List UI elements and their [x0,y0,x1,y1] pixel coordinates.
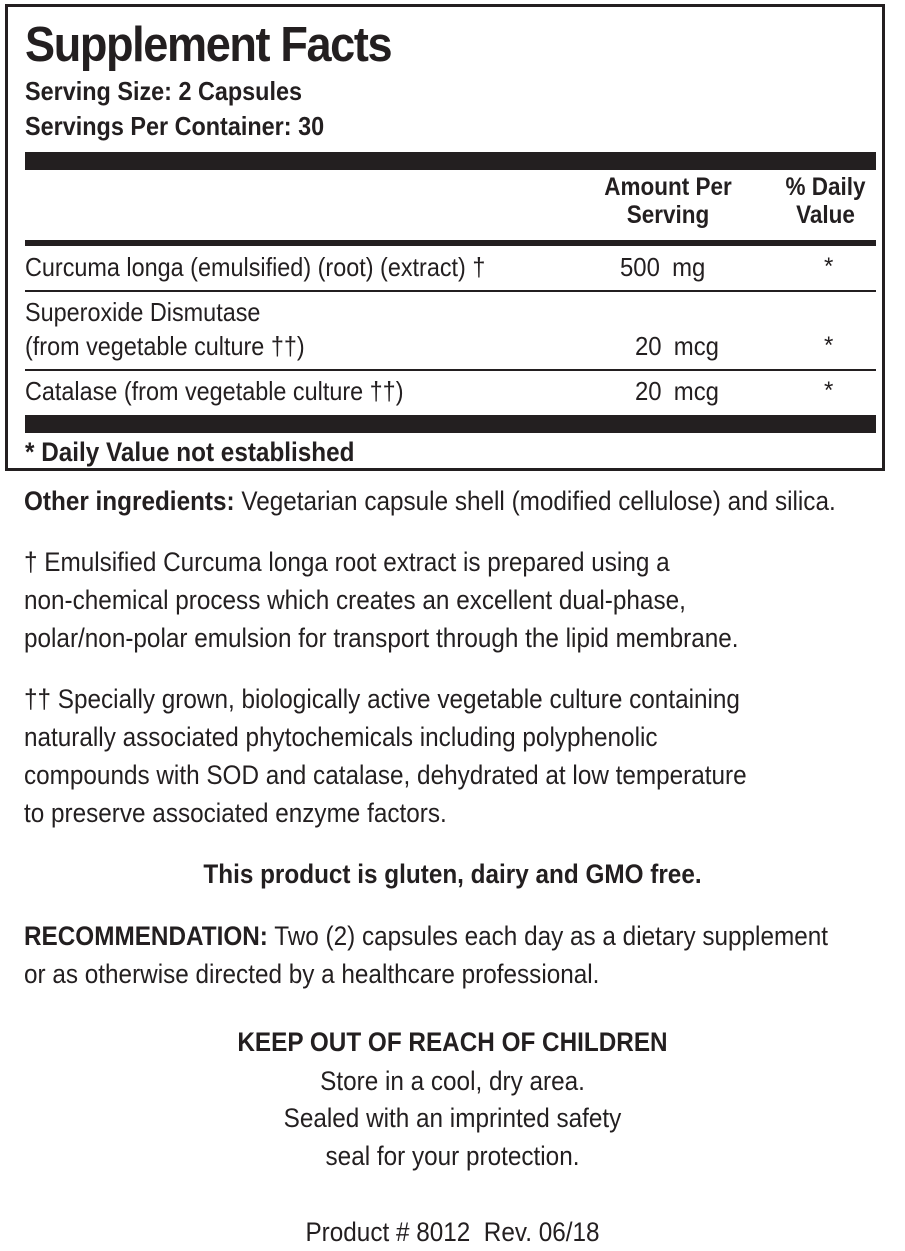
daily-value-header: % Daily Value [785,173,866,229]
ingredient-daily-value: * [824,253,834,280]
row-rule [25,369,876,371]
ingredient-name: Superoxide Dismutase (from vegetable culture ††) [25,297,305,361]
footnote-vegetable-culture: †† Specially grown, biologically active vegetable culture containing naturally associated phytochemicals including polyphenolic compounds with SOD and catalase, dehydrated at low temperature to preserve associated enzyme factors. [24,684,747,828]
allergen-free-statement: This product is gluten, dairy and GMO free. [203,859,702,889]
servings-per-container: Servings Per Container: 30 [25,111,325,141]
ingredient-amount: 20 mcg [635,331,719,361]
serving-size: Serving Size: 2 Capsules [25,76,303,106]
other-ingredients-label: Other ingredients: [24,486,235,516]
ingredient-name: Catalase (from vegetable culture ††) [25,376,404,406]
product-number: Product # 8012 Rev. 06/18 [305,1217,600,1247]
ingredient-name: Curcuma longa (emulsified) (root) (extract) † [25,252,486,282]
footnote-emulsified: † Emulsified Curcuma longa root extract is prepared using a non-chemical process which creates an excellent dual-phase, polar/non-polar emulsion for transport through the lipid membrane. [24,547,739,653]
warning-title: KEEP OUT OF REACH OF CHILDREN [237,1027,668,1057]
facts-title: Supplement Facts [25,18,392,72]
ingredient-daily-value: * [824,377,834,404]
supplement-facts-panel [5,4,885,471]
seal-line-1: Sealed with an imprinted safety [283,1103,622,1133]
recommendation [24,917,888,993]
other-ingredients-text: Vegetarian capsule shell (modified cellulose) and silica. [234,486,836,516]
storage-line: Store in a cool, dry area. [320,1066,585,1096]
header-rule [25,240,876,246]
top-divider-bar [25,152,876,170]
amount-per-serving-header: Amount Per Serving [604,173,732,229]
ingredient-daily-value: * [824,332,834,359]
row-rule [25,290,876,292]
ingredient-amount: 20 mcg [635,376,719,406]
recommendation-text: Two (2) capsules each day as a dietary supplement or as otherwise directed by a healthcare professional. [24,921,829,989]
recommendation-label: RECOMMENDATION: [24,921,268,951]
seal-line-2: seal for your protection. [325,1141,580,1171]
bottom-divider-bar [25,415,876,433]
other-ingredients [24,482,888,520]
daily-value-note: * Daily Value not established [25,437,355,467]
ingredient-amount: 500 mg [620,252,706,282]
